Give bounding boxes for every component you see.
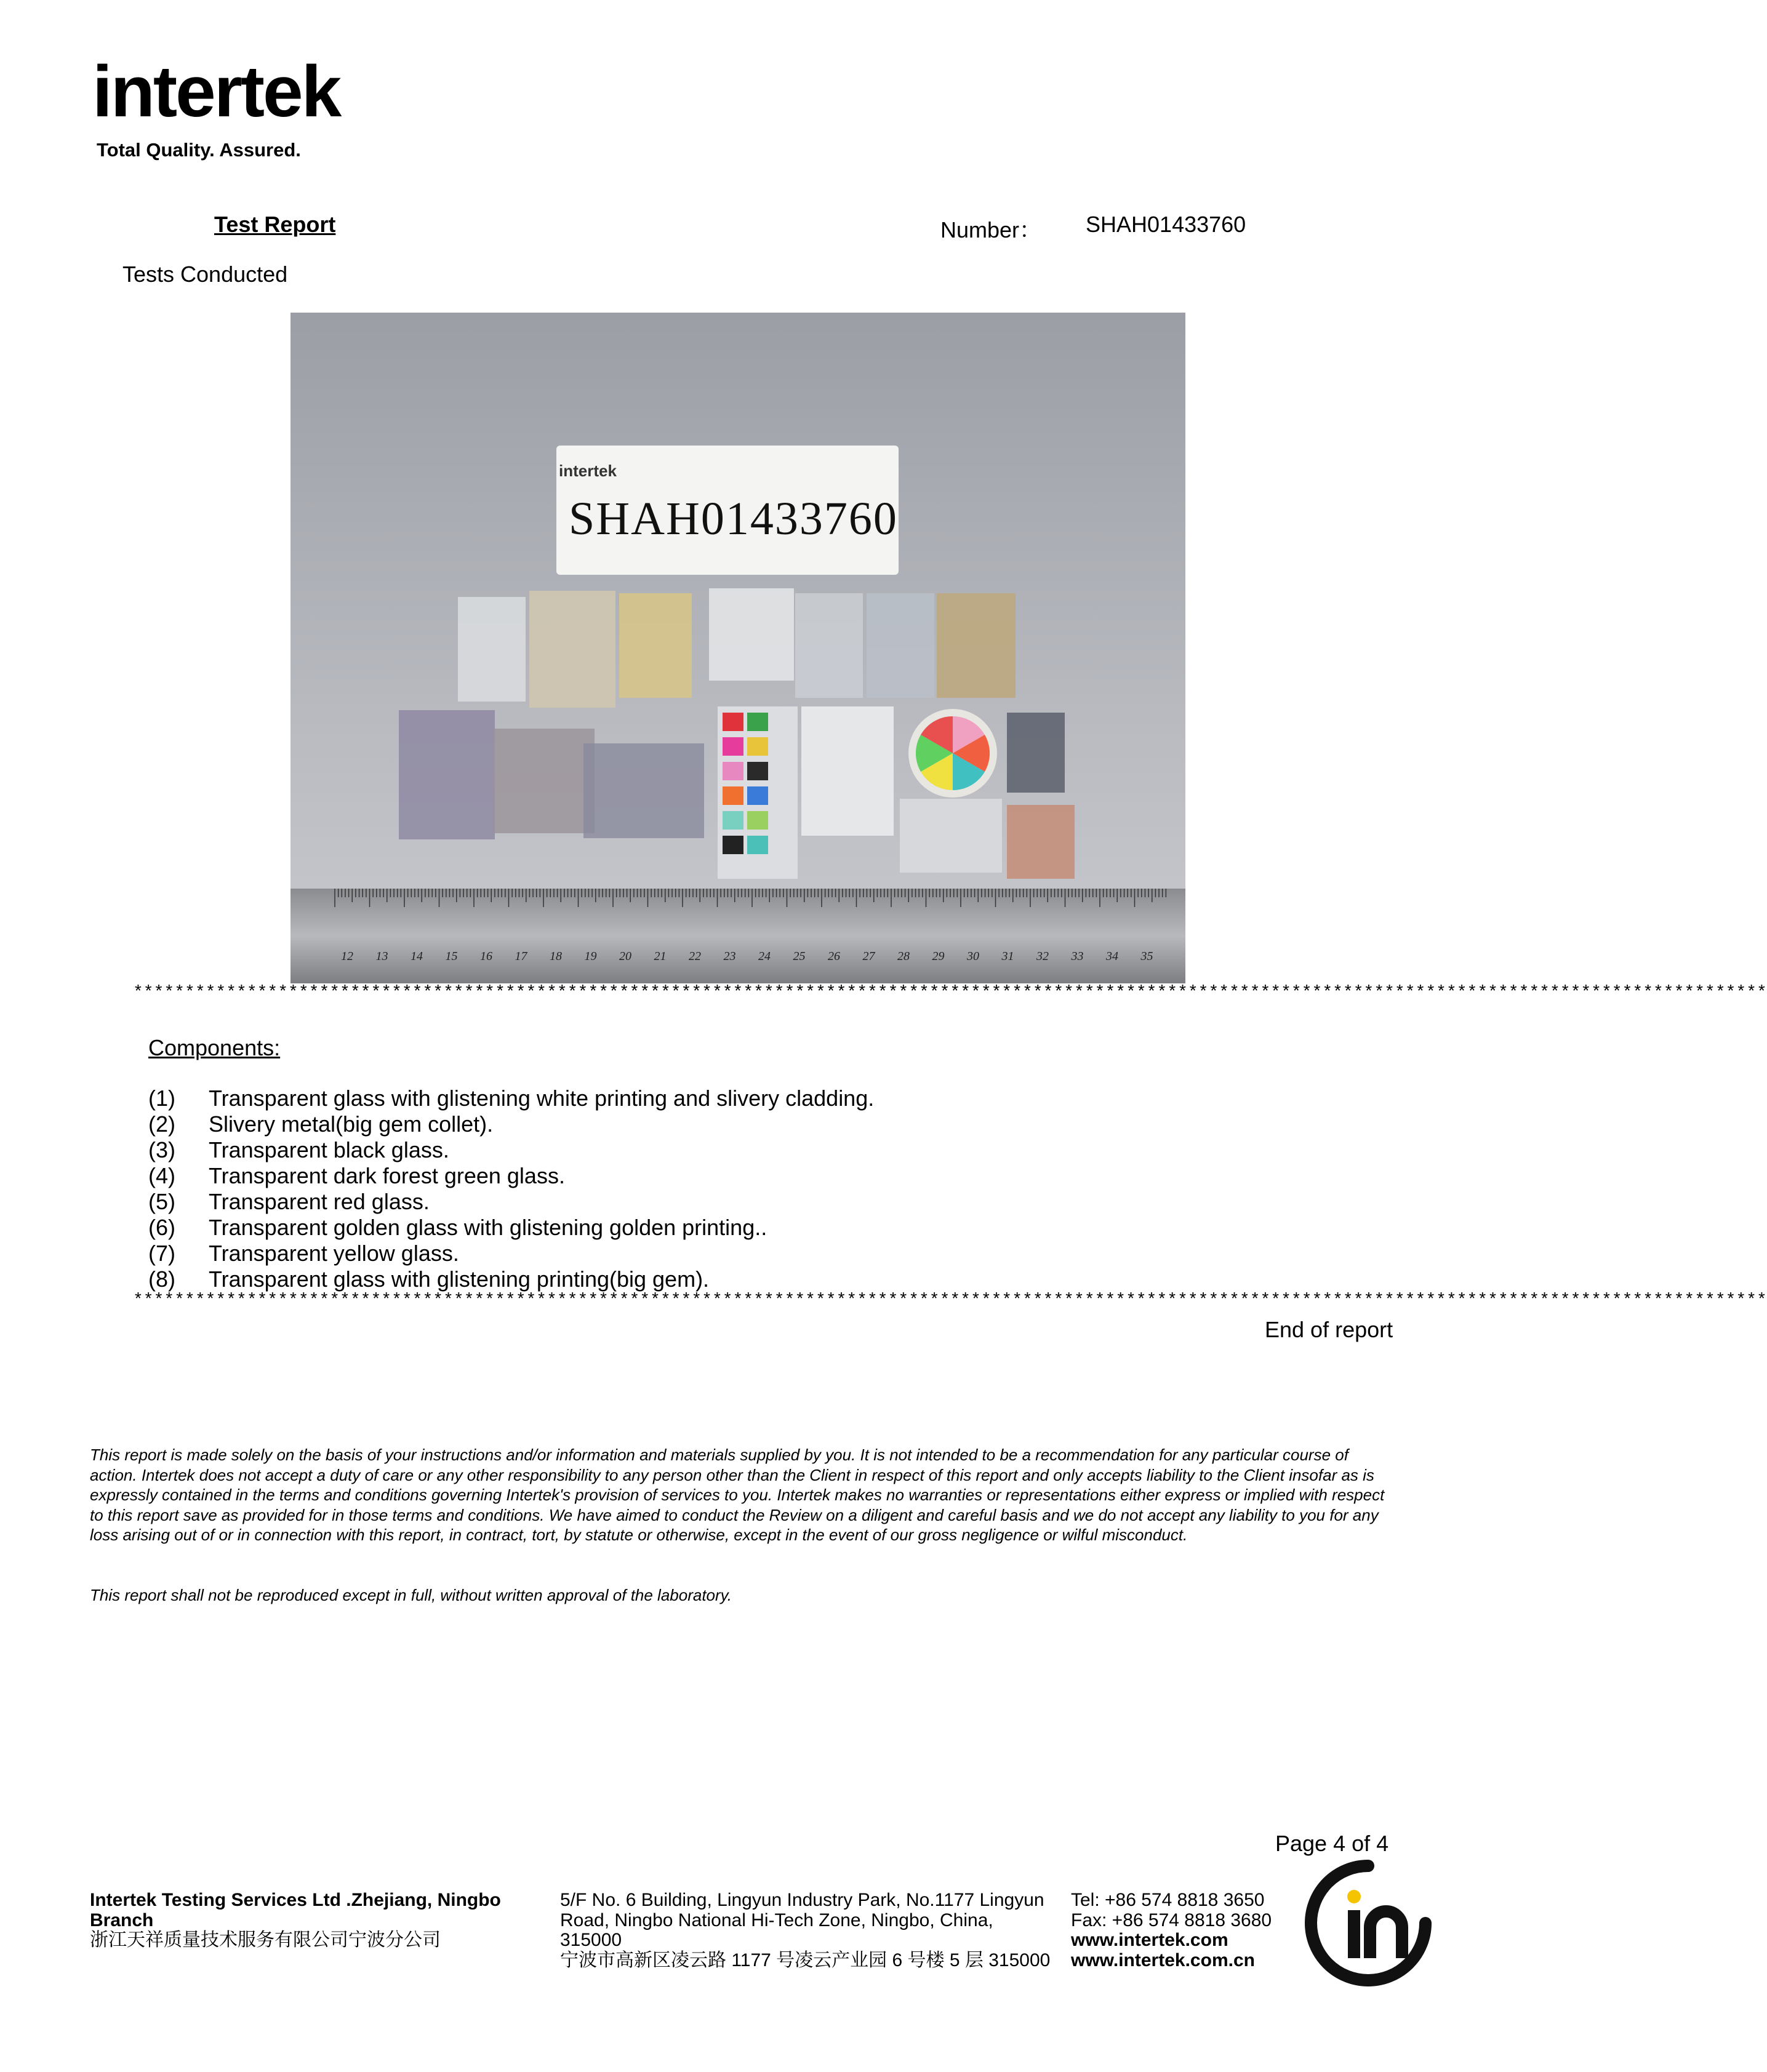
component-item: (8) Transparent glass with glistening printing(big gem). (148, 1266, 710, 1292)
ruler-mark: 25 (793, 950, 806, 963)
ruler-mark: 19 (584, 950, 597, 963)
ruler-mark: 23 (723, 950, 736, 963)
component-item: (4) Transparent dark forest green glass. (148, 1163, 565, 1188)
ruler-mark: 35 (1140, 950, 1153, 963)
ruler-mark: 30 (967, 950, 979, 963)
component-item: (6) Transparent golden glass with glistening golden printing.. (148, 1215, 767, 1240)
page-number: Page 4 of 4 (1275, 1831, 1389, 1856)
logo-tagline: Total Quality. Assured. (97, 139, 301, 161)
footer-company-en: Intertek Testing Services Ltd .Zhejiang, Ningbo Branch (90, 1890, 501, 1930)
footer-address-en: 5/F No. 6 Building, Lingyun Industry Park, No.1177 Lingyun Road, Ningbo National Hi-Tech Zone, Ningbo, China, 315000 (560, 1890, 1044, 1950)
ruler-mark: 26 (828, 950, 840, 963)
footer-company-cn: 浙江天祥质量技术服务有限公司宁波分公司 (90, 1930, 441, 1950)
report-number-value: SHAH01433760 (1086, 212, 1246, 237)
separator-line: ************************************************************************************************************************************************************** (133, 1291, 1767, 1310)
component-item: (2) Slivery metal(big gem collet). (148, 1111, 494, 1137)
report-title: Test Report (214, 212, 336, 237)
component-item: (7) Transparent yellow glass. (148, 1241, 459, 1266)
ruler-mark: 18 (550, 950, 562, 963)
ruler-mark: 24 (758, 950, 771, 963)
footer-address (560, 1890, 1052, 1970)
report-number-label: Number： (940, 217, 1042, 242)
footer-tel: Tel: +86 574 8818 3650 (1071, 1890, 1265, 1910)
ruler-mark: 22 (689, 950, 701, 963)
ruler-mark: 21 (654, 950, 667, 963)
intertek-emblem-icon (1304, 1858, 1433, 1988)
ruler-mark: 28 (897, 950, 910, 963)
card-code: SHAH01433760 (569, 493, 898, 545)
ruler-mark: 27 (862, 950, 875, 963)
ruler-mark: 31 (1001, 950, 1014, 963)
ruler-mark: 16 (480, 950, 492, 963)
ruler-mark: 29 (932, 950, 945, 963)
card-brand: intertek (559, 462, 617, 480)
footer-company (90, 1890, 545, 1951)
ruler-mark: 13 (375, 950, 388, 963)
section-heading-tests-conducted: Tests Conducted (122, 262, 288, 287)
disclaimer-text: This report is made solely on the basis of your instructions and/or information and materials supplied by you. It is not intended to be a recommendation for any particular course of action. Intertek does not accept a duty of care or any other responsibility to any person other than the Client in respect of this report and only accepts liability to the Client insofar as is expressly contained in the terms and conditions governing Intertek's provision of services to you. Intertek makes no warranties or representations either express or implied with respect to this report save as provided for in those terms and conditions. We have aimed to conduct the Review on a diligent and careful basis and we do not accept any liability to you for any loss arising out of or in connection with this report, in contract, tort, by statute or otherwise, except in the event of our gross negligence or wilful misconduct. (90, 1446, 1385, 1544)
footer-fax: Fax: +86 574 8818 3680 (1071, 1910, 1272, 1930)
ruler-mark: 33 (1071, 950, 1084, 963)
ruler-mark: 32 (1036, 950, 1049, 963)
component-item: (5) Transparent red glass. (148, 1189, 430, 1214)
sample-photo (290, 313, 1185, 983)
ruler-mark: 34 (1106, 950, 1118, 963)
footer-website[interactable]: www.intertek.com (1071, 1930, 1228, 1950)
footer-website-cn[interactable]: www.intertek.com.cn (1071, 1950, 1255, 1970)
footer-contact (1071, 1890, 1280, 1970)
component-item: (1) Transparent glass with glistening white printing and slivery cladding. (148, 1086, 875, 1111)
end-of-report: End of report (1265, 1317, 1393, 1342)
reproduction-notice: This report shall not be reproduced except in full, without written approval of the laboratory. (90, 1586, 732, 1604)
measuring-ruler (290, 889, 1185, 983)
footer-address-cn: 宁波市高新区凌云路 1177 号凌云产业园 6 号楼 5 层 315000 (560, 1950, 1051, 1970)
components-heading: Components: (148, 1035, 281, 1060)
ruler-mark: 17 (515, 950, 527, 963)
sample-label-card (556, 446, 899, 575)
company-logo: intertek (92, 51, 340, 132)
component-item: (3) Transparent black glass. (148, 1137, 449, 1162)
ruler-mark: 12 (341, 950, 353, 963)
ruler-mark: 20 (619, 950, 631, 963)
ruler-mark: 14 (411, 950, 423, 963)
separator-line: ************************************************************************************************************************************************************** (133, 983, 1767, 1002)
ruler-mark: 15 (445, 950, 458, 963)
